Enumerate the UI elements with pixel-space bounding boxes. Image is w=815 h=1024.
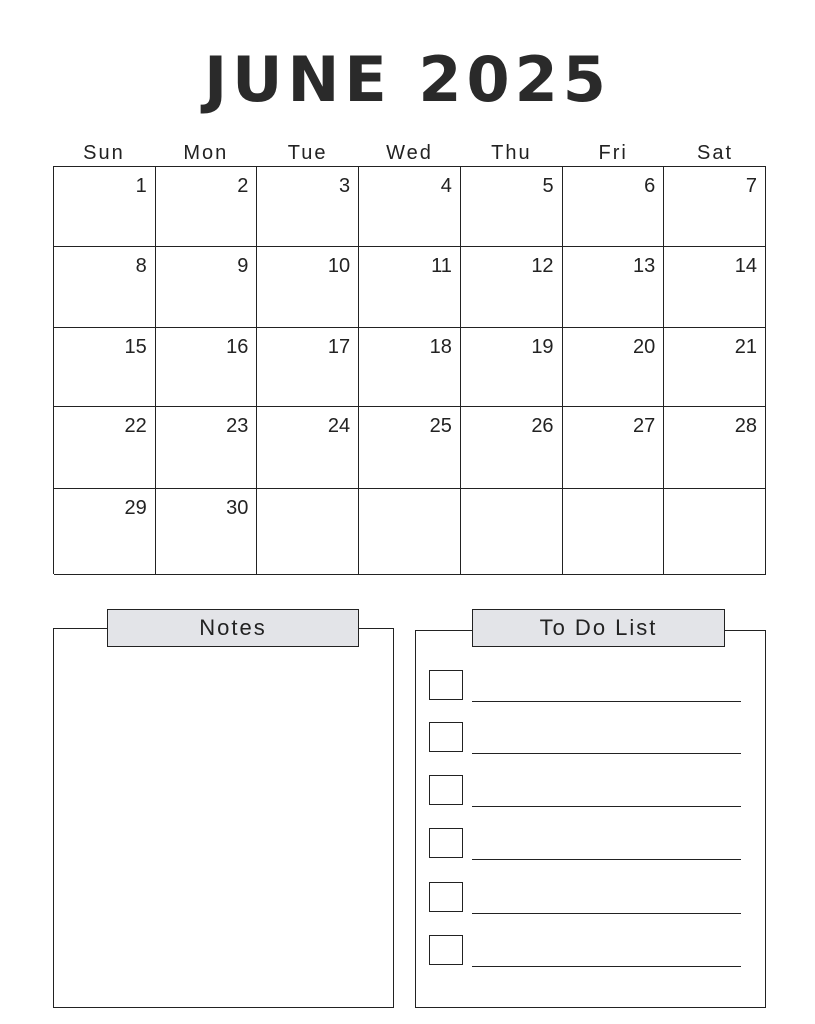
notes-panel[interactable] [53,628,394,1008]
todo-write-line[interactable] [472,701,741,702]
calendar-day-cell[interactable] [359,167,461,247]
day-number: 29 [124,497,147,519]
todo-checkbox[interactable] [429,775,463,805]
calendar-day-cell[interactable] [156,167,258,247]
todo-item [429,935,741,967]
calendar-day-cell[interactable] [461,328,563,407]
day-number: 15 [124,336,147,358]
page-title: JUNE 2025 [204,43,611,116]
weekday-label: Sun [83,142,125,164]
calendar-day-cell[interactable] [461,407,563,489]
day-number: 25 [429,415,452,437]
todo-write-line[interactable] [472,913,741,914]
calendar-day-cell[interactable] [664,407,766,489]
day-number: 11 [431,255,452,277]
calendar-day-cell[interactable] [156,489,258,575]
todo-write-line[interactable] [472,806,741,807]
calendar-grid [53,166,766,574]
calendar-day-cell[interactable] [257,167,359,247]
todo-checkbox[interactable] [429,828,463,858]
calendar-day-cell[interactable] [359,328,461,407]
day-number: 12 [531,255,554,277]
weekday-label: Tue [287,142,328,164]
calendar-day-cell[interactable] [359,247,461,328]
todo-checkbox[interactable] [429,935,463,965]
day-number: 8 [135,255,147,277]
calendar-day-cell[interactable] [257,328,359,407]
todo-heading: To Do List [472,609,725,647]
day-number: 3 [339,175,351,197]
calendar-day-cell[interactable] [563,328,665,407]
calendar-day-cell[interactable] [563,489,665,575]
calendar-day-cell[interactable] [359,407,461,489]
day-number: 1 [135,175,147,197]
calendar-day-cell[interactable] [54,247,156,328]
day-number: 13 [633,255,656,277]
calendar-day-cell[interactable] [54,328,156,407]
weekday-label: Mon [183,142,229,164]
calendar-day-cell[interactable] [156,247,258,328]
calendar-day-cell[interactable] [664,489,766,575]
weekday-label: Wed [386,142,433,164]
calendar-day-cell[interactable] [54,167,156,247]
calendar-day-cell[interactable] [156,328,258,407]
calendar-day-cell[interactable] [461,489,563,575]
todo-item [429,670,741,702]
calendar-day-cell[interactable] [461,167,563,247]
todo-checkbox[interactable] [429,882,463,912]
day-number: 4 [440,175,452,197]
day-number: 7 [745,175,757,197]
todo-item [429,775,741,807]
calendar-day-cell[interactable] [257,489,359,575]
day-number: 14 [734,255,757,277]
calendar-day-cell[interactable] [359,489,461,575]
calendar-day-cell[interactable] [664,167,766,247]
todo-checkbox[interactable] [429,722,463,752]
day-number: 27 [633,415,656,437]
calendar-day-cell[interactable] [563,247,665,328]
day-number: 26 [531,415,554,437]
day-number: 10 [327,255,351,277]
day-number: 5 [542,175,554,197]
calendar-day-cell[interactable] [664,247,766,328]
calendar-day-cell[interactable] [664,328,766,407]
day-number: 16 [226,336,249,358]
day-number: 20 [633,336,656,358]
weekday-label: Fri [598,142,628,164]
calendar-day-cell[interactable] [563,407,665,489]
todo-write-line[interactable] [472,753,741,754]
day-number: 21 [734,336,757,358]
calendar-day-cell[interactable] [257,247,359,328]
todo-checkbox[interactable] [429,670,463,700]
day-number: 18 [429,336,452,358]
calendar-day-cell[interactable] [156,407,258,489]
calendar-day-cell[interactable] [54,489,156,575]
todo-item [429,722,741,754]
weekday-header-row [53,140,766,166]
calendar-day-cell[interactable] [461,247,563,328]
notes-heading: Notes [107,609,359,647]
day-number: 24 [327,415,351,437]
weekday-label: Thu [491,142,532,164]
day-number: 9 [237,255,249,277]
calendar-day-cell[interactable] [257,407,359,489]
day-number: 6 [644,175,656,197]
todo-item [429,882,741,914]
todo-write-line[interactable] [472,966,741,967]
day-number: 2 [237,175,249,197]
calendar-day-cell[interactable] [563,167,665,247]
day-number: 22 [124,415,147,437]
day-number: 28 [734,415,757,437]
day-number: 23 [226,415,249,437]
todo-write-line[interactable] [472,859,741,860]
todo-item [429,828,741,860]
day-number: 17 [327,336,351,358]
weekday-label: Sat [697,142,734,164]
day-number: 30 [226,497,249,519]
calendar-day-cell[interactable] [54,407,156,489]
day-number: 19 [531,336,554,358]
